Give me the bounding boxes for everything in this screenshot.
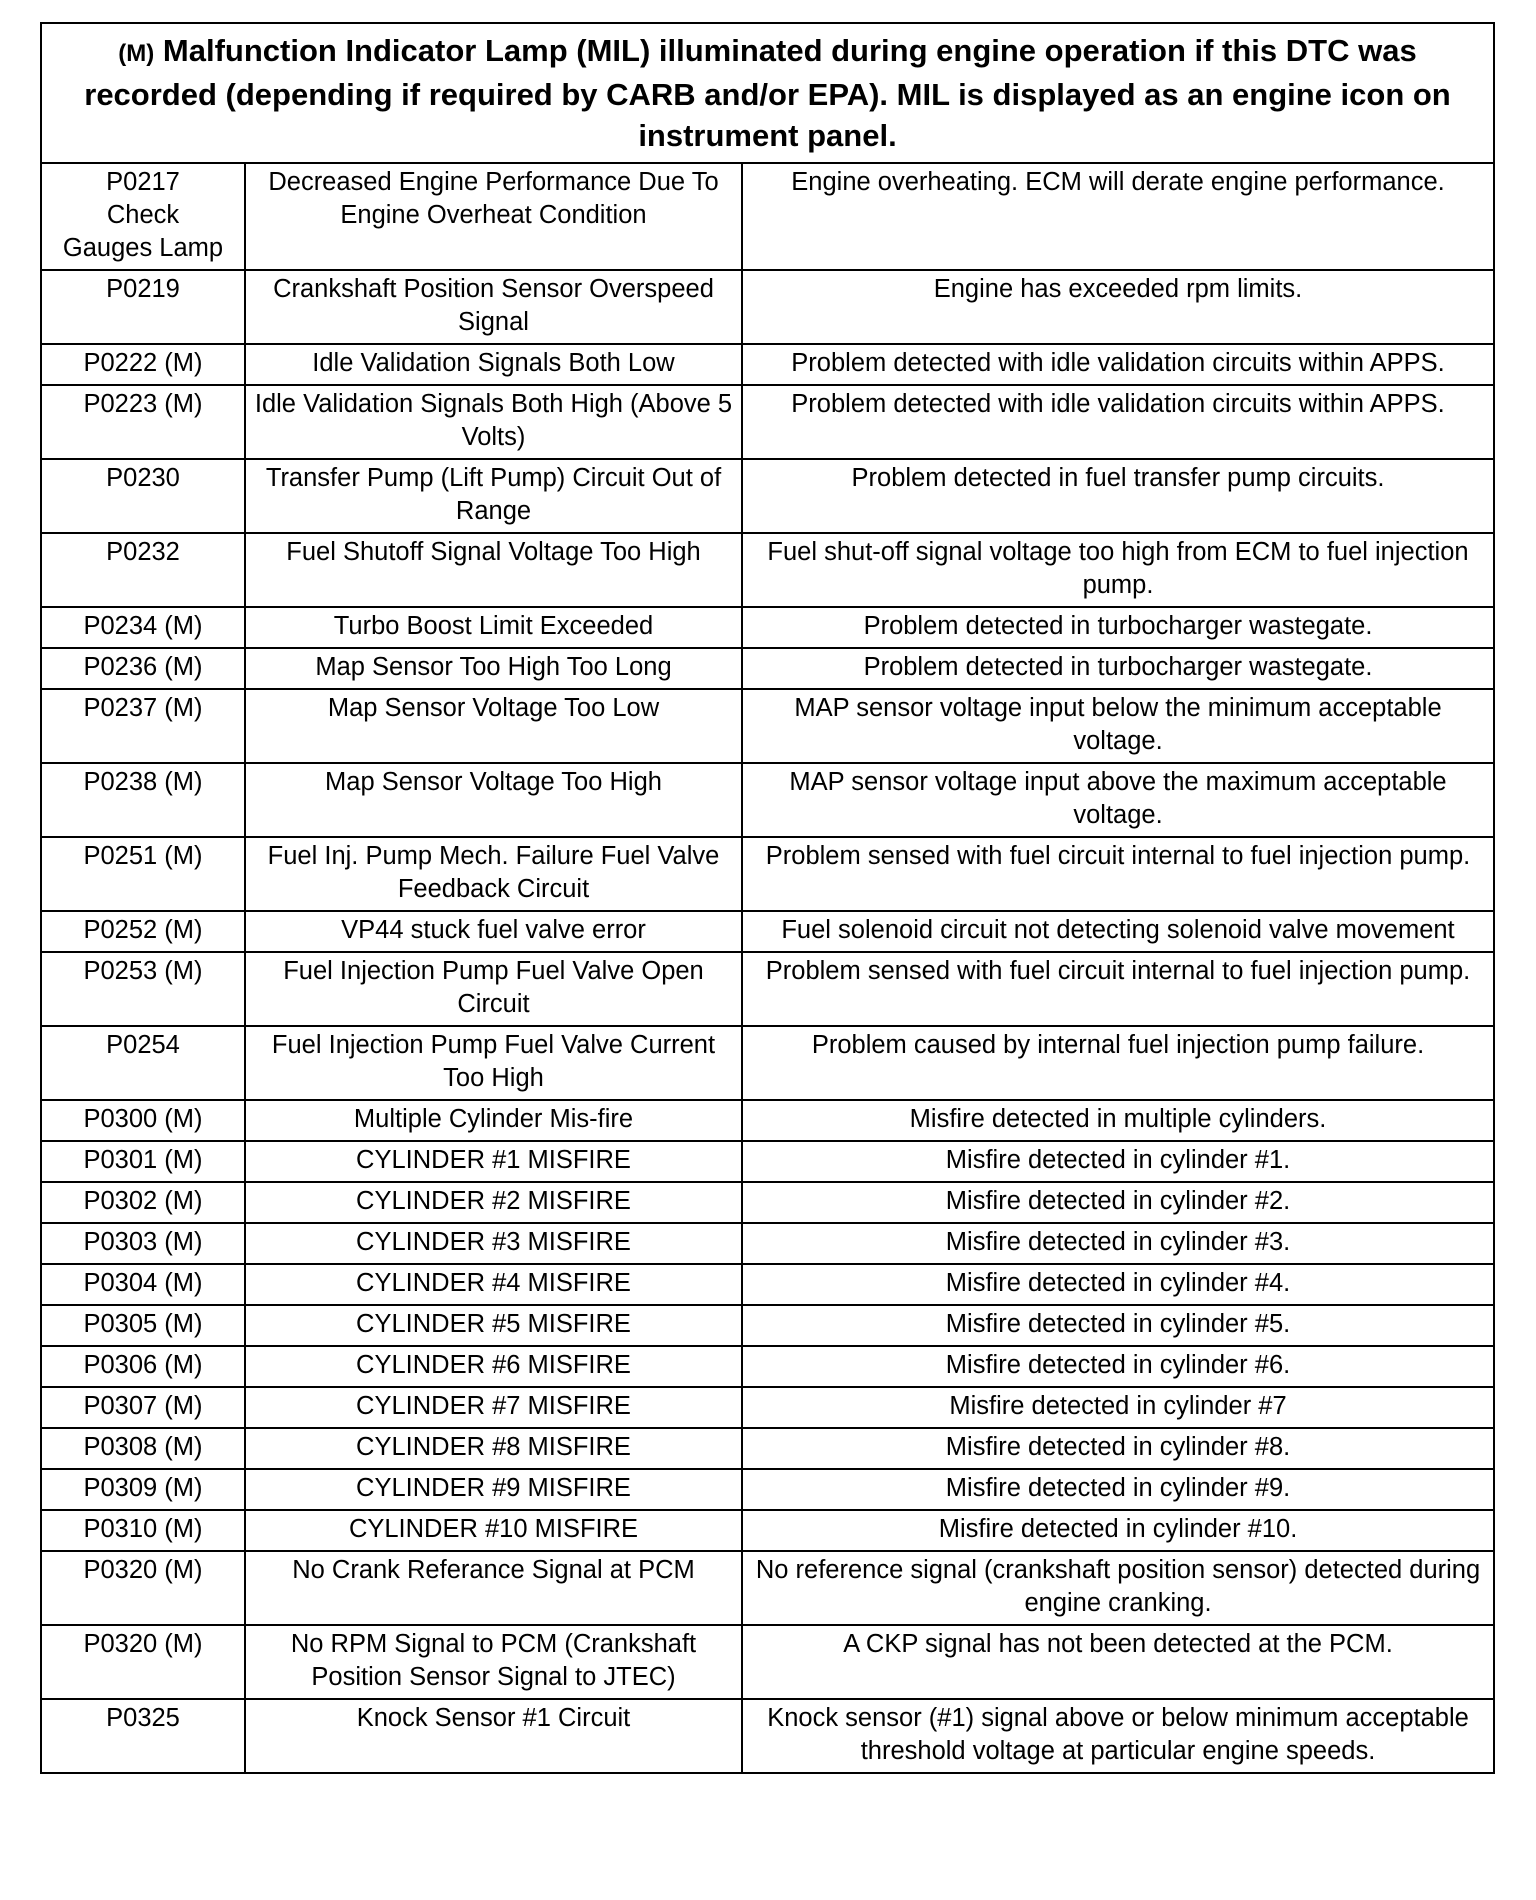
dtc-description-cell: Knock sensor (#1) signal above or below minimum acceptable threshold voltage at particular engine speeds.: [742, 1699, 1494, 1773]
dtc-code-cell: P0310 (M): [41, 1510, 245, 1551]
table-row: [41, 385, 1494, 459]
table-row: [41, 1428, 1494, 1469]
dtc-name-cell: VP44 stuck fuel valve error: [245, 911, 742, 952]
dtc-description-cell: Problem sensed with fuel circuit internal to fuel injection pump.: [742, 837, 1494, 911]
table-heading-row: [41, 23, 1494, 163]
dtc-description-cell: Problem caused by internal fuel injection pump failure.: [742, 1026, 1494, 1100]
table-row: [41, 1551, 1494, 1625]
dtc-description-cell: Misfire detected in cylinder #7: [742, 1387, 1494, 1428]
document-page: [40, 22, 1493, 1774]
table-row: [41, 1100, 1494, 1141]
dtc-description-cell: Misfire detected in cylinder #2.: [742, 1182, 1494, 1223]
dtc-code-cell: P0304 (M): [41, 1264, 245, 1305]
dtc-code-cell: P0219: [41, 270, 245, 344]
table-row: [41, 1469, 1494, 1510]
dtc-code-cell: P0236 (M): [41, 648, 245, 689]
dtc-description-cell: MAP sensor voltage input below the minimum acceptable voltage.: [742, 689, 1494, 763]
table-row: [41, 837, 1494, 911]
dtc-code-cell: P0222 (M): [41, 344, 245, 385]
dtc-description-cell: Misfire detected in cylinder #4.: [742, 1264, 1494, 1305]
dtc-name-cell: Transfer Pump (Lift Pump) Circuit Out of Range: [245, 459, 742, 533]
dtc-name-cell: No RPM Signal to PCM (Crankshaft Position Sensor Signal to JTEC): [245, 1625, 742, 1699]
table-heading: [41, 23, 1494, 163]
dtc-code-cell: P0253 (M): [41, 952, 245, 1026]
dtc-name-cell: Crankshaft Position Sensor Overspeed Signal: [245, 270, 742, 344]
table-row: [41, 952, 1494, 1026]
table-row: [41, 1182, 1494, 1223]
dtc-code-cell: P0232: [41, 533, 245, 607]
dtc-code-cell: P0325: [41, 1699, 245, 1773]
dtc-description-cell: Misfire detected in multiple cylinders.: [742, 1100, 1494, 1141]
dtc-code-cell: P0302 (M): [41, 1182, 245, 1223]
dtc-description-cell: Misfire detected in cylinder #6.: [742, 1346, 1494, 1387]
dtc-table: [40, 22, 1495, 1774]
dtc-code-cell: P0237 (M): [41, 689, 245, 763]
dtc-name-cell: Map Sensor Too High Too Long: [245, 648, 742, 689]
dtc-code-cell: P0217 Check Gauges Lamp: [41, 163, 245, 270]
dtc-description-cell: Misfire detected in cylinder #10.: [742, 1510, 1494, 1551]
dtc-name-cell: CYLINDER #6 MISFIRE: [245, 1346, 742, 1387]
dtc-code-cell: P0301 (M): [41, 1141, 245, 1182]
dtc-description-cell: Fuel shut-off signal voltage too high from ECM to fuel injection pump.: [742, 533, 1494, 607]
dtc-description-cell: Problem detected in fuel transfer pump circuits.: [742, 459, 1494, 533]
dtc-name-cell: CYLINDER #10 MISFIRE: [245, 1510, 742, 1551]
dtc-code-cell: P0320 (M): [41, 1551, 245, 1625]
dtc-table-body: [41, 163, 1494, 1773]
dtc-description-cell: No reference signal (crankshaft position sensor) detected during engine cranking.: [742, 1551, 1494, 1625]
dtc-code-cell: P0254: [41, 1026, 245, 1100]
table-row: [41, 533, 1494, 607]
dtc-code-cell: P0230: [41, 459, 245, 533]
dtc-code-cell: P0252 (M): [41, 911, 245, 952]
dtc-description-cell: Problem detected in turbocharger wastegate.: [742, 648, 1494, 689]
dtc-name-cell: Fuel Injection Pump Fuel Valve Open Circuit: [245, 952, 742, 1026]
dtc-description-cell: Problem sensed with fuel circuit internal to fuel injection pump.: [742, 952, 1494, 1026]
table-row: [41, 607, 1494, 648]
dtc-name-cell: Fuel Inj. Pump Mech. Failure Fuel Valve Feedback Circuit: [245, 837, 742, 911]
dtc-name-cell: Map Sensor Voltage Too High: [245, 763, 742, 837]
table-row: [41, 1346, 1494, 1387]
dtc-code-cell: P0307 (M): [41, 1387, 245, 1428]
table-row: [41, 270, 1494, 344]
dtc-name-cell: CYLINDER #5 MISFIRE: [245, 1305, 742, 1346]
table-row: [41, 648, 1494, 689]
dtc-name-cell: Fuel Injection Pump Fuel Valve Current Too High: [245, 1026, 742, 1100]
dtc-name-cell: CYLINDER #3 MISFIRE: [245, 1223, 742, 1264]
dtc-description-cell: Engine overheating. ECM will derate engine performance.: [742, 163, 1494, 270]
dtc-description-cell: Engine has exceeded rpm limits.: [742, 270, 1494, 344]
dtc-description-cell: MAP sensor voltage input above the maximum acceptable voltage.: [742, 763, 1494, 837]
dtc-name-cell: CYLINDER #2 MISFIRE: [245, 1182, 742, 1223]
table-row: [41, 689, 1494, 763]
dtc-description-cell: Problem detected with idle validation circuits within APPS.: [742, 385, 1494, 459]
dtc-description-cell: Problem detected with idle validation circuits within APPS.: [742, 344, 1494, 385]
dtc-name-cell: CYLINDER #8 MISFIRE: [245, 1428, 742, 1469]
dtc-description-cell: Misfire detected in cylinder #3.: [742, 1223, 1494, 1264]
table-row: [41, 1625, 1494, 1699]
dtc-name-cell: Turbo Boost Limit Exceeded: [245, 607, 742, 648]
dtc-description-cell: Misfire detected in cylinder #8.: [742, 1428, 1494, 1469]
table-row: [41, 1510, 1494, 1551]
dtc-name-cell: CYLINDER #1 MISFIRE: [245, 1141, 742, 1182]
table-row: [41, 459, 1494, 533]
table-row: [41, 1141, 1494, 1182]
dtc-name-cell: CYLINDER #7 MISFIRE: [245, 1387, 742, 1428]
dtc-description-cell: A CKP signal has not been detected at the PCM.: [742, 1625, 1494, 1699]
dtc-description-cell: Fuel solenoid circuit not detecting solenoid valve movement: [742, 911, 1494, 952]
dtc-name-cell: CYLINDER #9 MISFIRE: [245, 1469, 742, 1510]
dtc-name-cell: Decreased Engine Performance Due To Engine Overheat Condition: [245, 163, 742, 270]
dtc-description-cell: Problem detected in turbocharger wastegate.: [742, 607, 1494, 648]
table-row: [41, 1699, 1494, 1773]
table-row: [41, 1305, 1494, 1346]
dtc-code-cell: P0234 (M): [41, 607, 245, 648]
table-row: [41, 911, 1494, 952]
heading-text: Malfunction Indicator Lamp (MIL) illuminated during engine operation if this DTC was recorded (depending if required by CARB and/or EPA). MIL is displayed as an engine icon on instrument panel.: [84, 33, 1451, 153]
dtc-code-cell: P0306 (M): [41, 1346, 245, 1387]
dtc-name-cell: Fuel Shutoff Signal Voltage Too High: [245, 533, 742, 607]
dtc-code-cell: P0251 (M): [41, 837, 245, 911]
table-row: [41, 1026, 1494, 1100]
dtc-code-cell: P0300 (M): [41, 1100, 245, 1141]
dtc-code-cell: P0305 (M): [41, 1305, 245, 1346]
dtc-name-cell: Multiple Cylinder Mis-fire: [245, 1100, 742, 1141]
dtc-description-cell: Misfire detected in cylinder #5.: [742, 1305, 1494, 1346]
table-row: [41, 163, 1494, 270]
table-row: [41, 1223, 1494, 1264]
dtc-description-cell: Misfire detected in cylinder #9.: [742, 1469, 1494, 1510]
dtc-code-cell: P0238 (M): [41, 763, 245, 837]
dtc-code-cell: P0303 (M): [41, 1223, 245, 1264]
dtc-code-cell: P0308 (M): [41, 1428, 245, 1469]
table-row: [41, 344, 1494, 385]
dtc-name-cell: Knock Sensor #1 Circuit: [245, 1699, 742, 1773]
dtc-name-cell: CYLINDER #4 MISFIRE: [245, 1264, 742, 1305]
dtc-name-cell: Idle Validation Signals Both High (Above 5 Volts): [245, 385, 742, 459]
dtc-code-cell: P0223 (M): [41, 385, 245, 459]
dtc-code-cell: P0320 (M): [41, 1625, 245, 1699]
dtc-description-cell: Misfire detected in cylinder #1.: [742, 1141, 1494, 1182]
heading-prefix: (M): [118, 40, 155, 67]
table-row: [41, 1264, 1494, 1305]
table-row: [41, 1387, 1494, 1428]
dtc-name-cell: Map Sensor Voltage Too Low: [245, 689, 742, 763]
dtc-name-cell: Idle Validation Signals Both Low: [245, 344, 742, 385]
dtc-name-cell: No Crank Referance Signal at PCM: [245, 1551, 742, 1625]
dtc-code-cell: P0309 (M): [41, 1469, 245, 1510]
table-row: [41, 763, 1494, 837]
